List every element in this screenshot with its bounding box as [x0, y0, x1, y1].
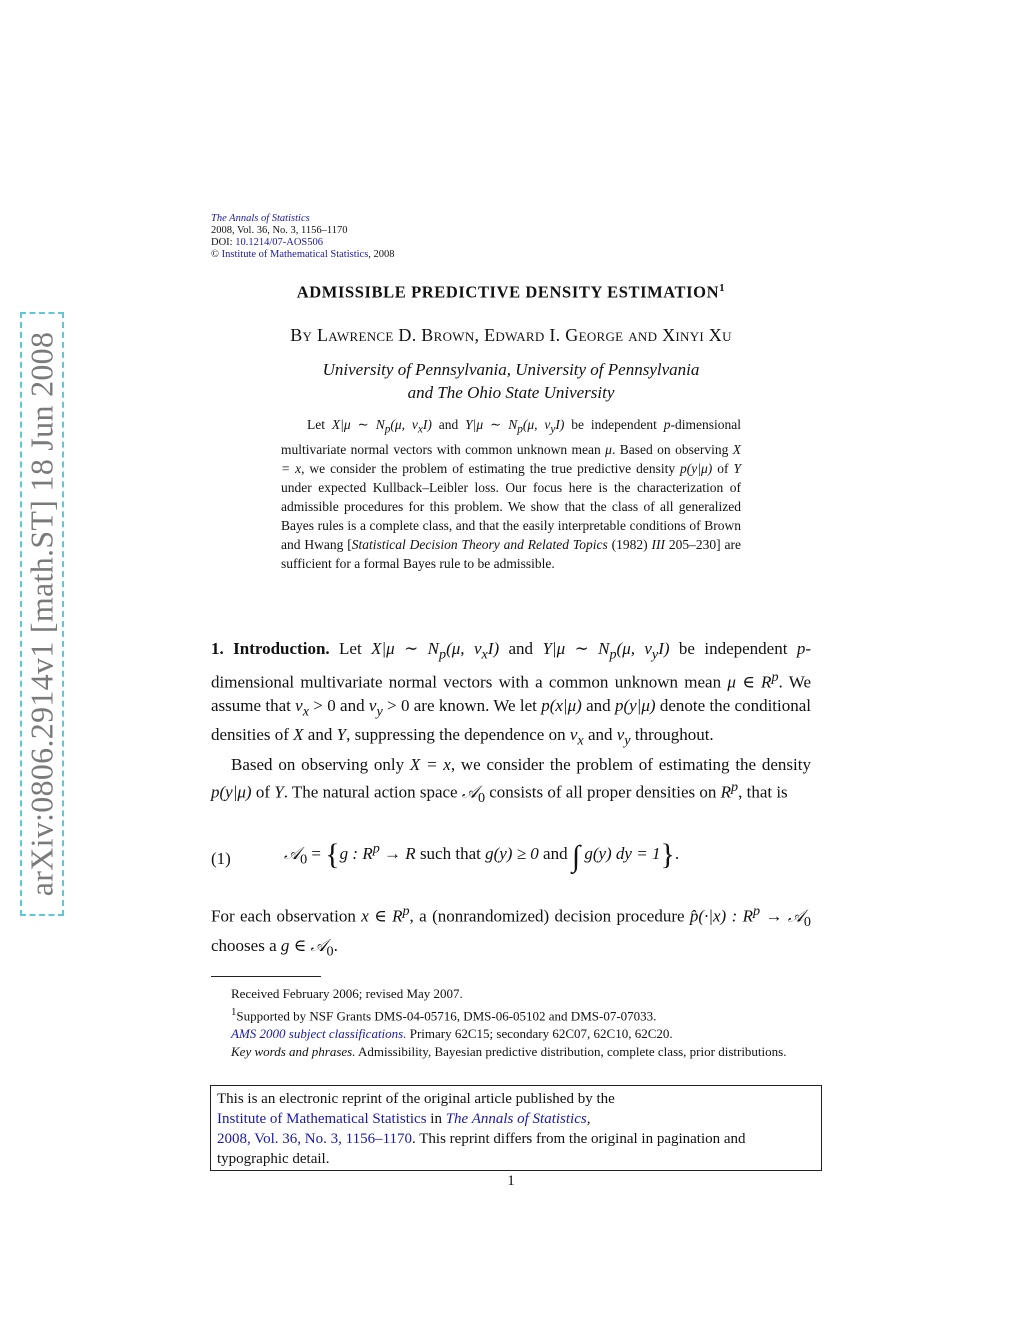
- received-note: Received February 2006; revised May 2007.: [231, 986, 463, 1001]
- paper-title: [211, 282, 811, 303]
- annals-link[interactable]: The Annals of Statistics: [445, 1111, 587, 1127]
- right-brace: }: [660, 838, 675, 871]
- journal-header: [211, 213, 395, 261]
- title-text: ADMISSIBLE PREDICTIVE DENSITY ESTIMATION: [296, 282, 720, 302]
- doi-link[interactable]: 10.1214/07-AOS506: [235, 237, 324, 248]
- footnotes: [211, 985, 811, 1061]
- affiliation-line-1: University of Pennsylvania, University of Pennsylvania: [322, 360, 700, 379]
- affiliation-line-2: and The Ohio State University: [407, 383, 615, 402]
- equation: 𝒜$_0$ = {g : $R^p \to R$ such that g(y) ≥ 0 and ∫ g(y) dy = 1}.: [284, 838, 680, 873]
- support-note: $^1$Supported by NSF Grants DMS-04-05716, DMS-06-05102 and DMS-07-07033.: [231, 1006, 657, 1024]
- keywords-note: Key words and phrases. Admissibility, Bayesian predictive distribution, complete class, prior distributions.: [231, 1044, 787, 1060]
- reprint-notice: This is an electronic reprint of the original article published by the Institute of Mathematical Statistics in The Annals of Statistics, 2008, Vol. 36, No. 3, 1156–1170. This reprint differs from the original in pagination and typographic detail.: [210, 1085, 822, 1171]
- left-brace: {: [325, 838, 340, 871]
- abstract: Let X|μ ∼ $N_p(\mu$, $v_xI$) and Y|μ ∼ $N_p(\mu$, $v_yI$) be independent p-dimensional multivariate normal vectors with common unknown mean μ. Based on observing X = x, we consider the problem of estimating the true predictive density p(y|μ) of Y under expected Kullback–Leibler loss. Our focus here is the characterization of admissible procedures for this problem. We show that the class of all generalized Bayes rules is a complete class, and that the easily interpretable conditions of Brown and Hwang [Statistical Decision Theory and Related Topics (1982) III 205–230] are sufficient for a formal Bayes rule to be admissible.: [281, 417, 741, 571]
- intro-paragraph-2: Based on observing only X = x, we consider the problem of estimating the density p(y|μ) of Y. The natural action space 𝒜$_0$ consists of all proper densities on $R^p$, that is: [211, 755, 811, 807]
- arxiv-stamp: [20, 312, 64, 916]
- ims-link[interactable]: Institute of Mathematical Statistics: [217, 1111, 427, 1127]
- intro-paragraph-1: 1. Introduction. Let X|μ ∼ $N_p(\mu$, $v_xI$) and Y|μ ∼ $N_p(\mu$, $v_yI$) be independent p-dimensional multivariate normal vectors with a common unknown mean μ ∈ $R^p$. We assume that $v_x > 0$ and $v_y > 0$ are known. We let p(x|μ) and p(y|μ) denote the conditional densities of X and Y, suppressing the dependence on $v_x$ and $v_y$ throughout.: [211, 639, 812, 749]
- copyright-icon: ©: [211, 249, 219, 260]
- copyright-year: , 2008: [368, 249, 395, 260]
- volume-link[interactable]: 2008, Vol. 36, No. 3, 1156–1170: [217, 1131, 413, 1147]
- ams-link[interactable]: AMS 2000 subject classifications.: [231, 1026, 407, 1042]
- volume-line: 2008, Vol. 36, No. 3, 1156–1170: [211, 225, 348, 236]
- section-title: 1. Introduction.: [211, 639, 330, 658]
- equation-number: (1): [211, 849, 231, 868]
- affiliations: [211, 358, 811, 404]
- ams-classification: AMS 2000 subject classifications. Primary 62C15; secondary 62C07, 62C10, 62C20.: [231, 1026, 673, 1042]
- page-number: 1: [507, 1173, 515, 1189]
- title-footnote-mark: 1: [719, 282, 726, 294]
- intro-paragraph-3: For each observation x ∈ $R^p$, a (nonrandomized) decision procedure p̂(·|x) : $R^p$ → 𝒜$_0$ chooses a g ∈ 𝒜$_0$.: [211, 903, 811, 960]
- doi-label: DOI:: [211, 237, 236, 248]
- authors: By Lawrence D. Brown, Edward I. George and Xinyi Xu: [290, 325, 732, 345]
- integral-sign: ∫: [571, 840, 581, 873]
- publisher-link[interactable]: Institute of Mathematical Statistics: [221, 249, 369, 260]
- arxiv-id: arXiv:0806.2914v1 [math.ST] 18 Jun 2008: [23, 331, 60, 897]
- reference-title: Statistical Decision Theory and Related Topics: [351, 536, 608, 552]
- footnote-divider: [211, 976, 321, 977]
- journal-name-link[interactable]: The Annals of Statistics: [211, 213, 310, 224]
- reference-volume: III: [651, 536, 665, 552]
